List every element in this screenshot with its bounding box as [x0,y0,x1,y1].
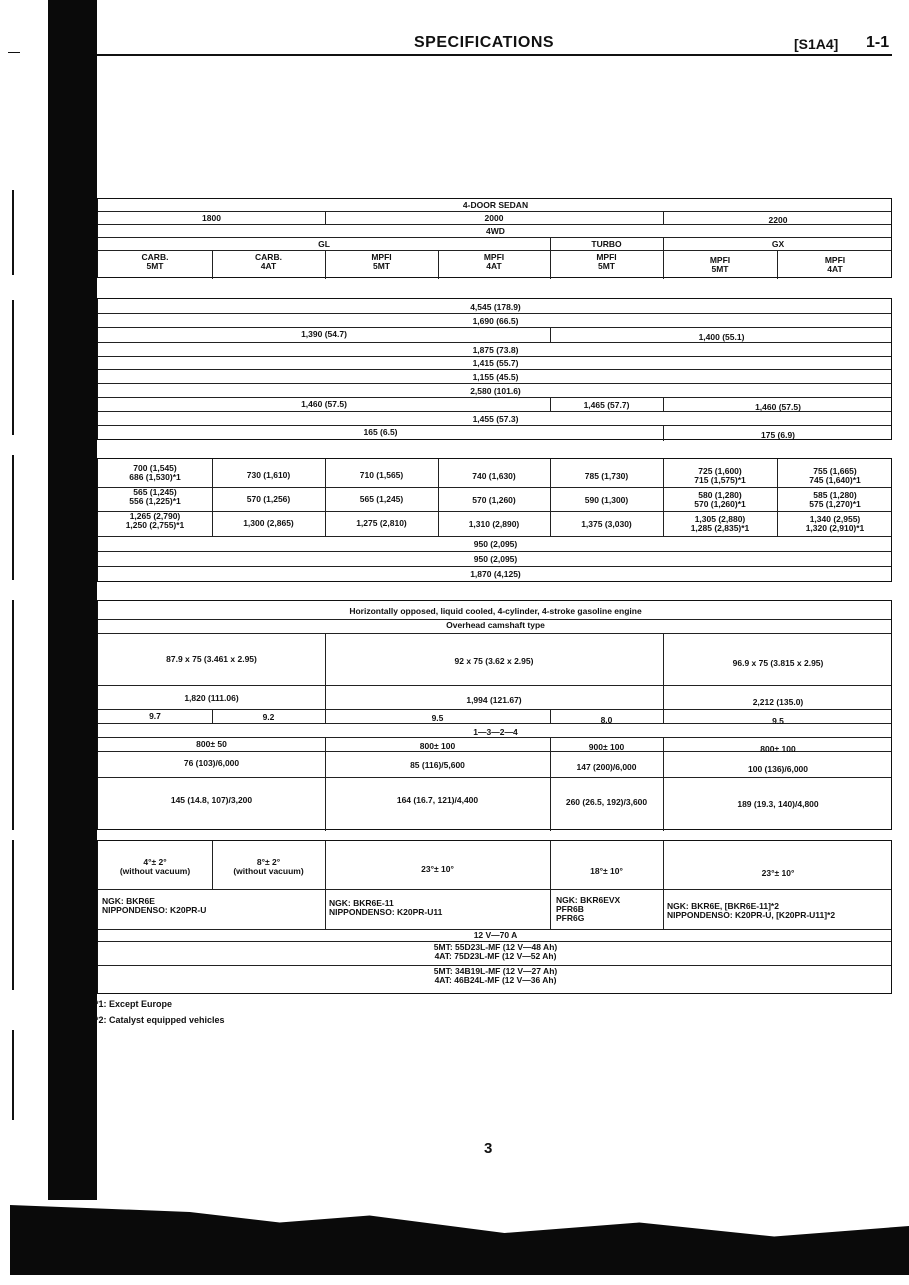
page-ref: 1-1 [866,34,890,51]
max-power: 85 (116)/5,600 [410,760,465,770]
weight-value: 710 (1,565) [359,470,404,480]
margin-mark [12,190,14,275]
weights-table [97,458,892,582]
weight-value: 585 (1,280) 575 (1,270)*1 [809,490,861,509]
weight-value: 950 (2,095) [473,539,518,549]
dimensions-table [97,298,892,440]
spark-plug: NGK: BKR6E NIPPONDENSO: K20PR-U [102,896,207,915]
weight-value: 1,340 (2,955) 1,320 (2,910)*1 [805,514,865,533]
footnote: *2: Catalyst equipped vehicles [95,1015,225,1025]
variant: MPFI 5MT [709,255,731,274]
bore-stroke: 92 x 75 (3.62 x 2.95) [454,656,534,666]
trim-gx: GX [771,239,785,249]
weight-value: 565 (1,245) [359,494,404,504]
alternator: 12 V—70 A [473,930,518,940]
dim-value: 1,460 (57.5) [755,402,801,412]
weight-value: 1,305 (2,880) 1,285 (2,835)*1 [690,513,750,533]
dim-value: 1,415 (55.7) [472,358,519,368]
engine-type: Horizontally opposed, liquid cooled, 4-cylinder, 4-stroke gasoline engine [349,606,642,616]
dim-value: 1,155 (45.5) [472,372,519,382]
variant: CARB. 5MT [141,252,169,271]
disp-2000: 2000 [484,213,504,223]
footnote: *1: Except Europe [95,999,173,1009]
displacement: 1,994 (121.67) [466,695,522,705]
ignition-timing: 4°± 2° (without vacuum) [119,857,191,876]
max-power: 76 (103)/6,000 [183,758,240,768]
weight-value: 740 (1,630) [472,470,516,481]
page-number: 3 [484,1140,493,1157]
spark-plug: NGK: BKR6E, [BKR6E-11]*2 NIPPONDENSO: K20PR-U, [K20PR-U11]*2 [667,901,836,920]
battery: 5MT: 55D23L-MF (12 V—48 Ah) 4AT: 75D23L-MF (12 V—52 Ah) [433,942,558,961]
variant: MPFI 4AT [483,252,505,271]
dim-value: 1,875 (73.8) [472,345,519,355]
compression: 9.5 [431,713,444,723]
margin-mark [12,600,14,830]
max-torque: 164 (16.7, 121)/4,400 [396,795,479,805]
variant: MPFI 5MT [596,252,617,271]
idle-speed: 900± 100 [588,742,625,752]
max-power: 100 (136)/6,000 [747,764,809,774]
spark-plug: NGK: BKR6E-11 NIPPONDENSO: K20PR-U11 [329,898,443,917]
max-torque: 145 (14.8, 107)/3,200 [170,795,253,805]
dim-value: 1,690 (66.5) [472,316,519,326]
dim-value: 1,400 (55.1) [698,332,745,342]
dim-value: 4,545 (178.9) [470,302,521,312]
idle-speed: 800± 100 [419,741,456,751]
firing-order: 1—3—2—4 [473,727,518,737]
weight-value: 950 (2,095) [473,554,518,564]
weight-value: 590 (1,300) [584,495,629,505]
trim-turbo: TURBO [591,239,622,249]
scan-bottom-edge [10,1205,909,1275]
weight-value: 1,275 (2,810) [356,518,407,528]
electrical-table [97,840,892,994]
weight-value: 755 (1,665) 745 (1,640)*1 [809,466,861,485]
margin-mark [12,840,14,990]
battery: 5MT: 34B19L-MF (12 V—27 Ah) 4AT: 46B24L-MF (12 V—36 Ah) [433,966,558,985]
dim-value: 175 (6.9) [760,430,796,440]
dim-value: 1,455 (57.3) [472,414,519,424]
weight-value: 570 (1,260) [472,494,516,505]
section-code: [S1A4] [794,36,839,52]
variant: MPFI 5MT [371,252,392,271]
engine-table [97,600,892,830]
margin-mark [12,455,14,580]
variant: CARB. 4AT [255,252,282,271]
disp-2200: 2200 [768,215,788,225]
margin-mark [8,52,20,53]
weight-value: 1,375 (3,030) [581,519,632,529]
margin-mark [12,300,14,435]
ignition-timing: 8°± 2° (without vacuum) [233,857,304,876]
drive: 4WD [486,226,505,236]
page-title: SPECIFICATIONS [414,34,555,51]
max-torque: 260 (26.5, 192)/3,600 [565,797,648,807]
max-torque: 189 (19.3, 140)/4,800 [737,799,819,809]
trim-gl: GL [318,239,330,249]
margin-mark [12,1030,14,1120]
compression: 9.7 [149,711,161,721]
compression: 9.2 [262,712,275,722]
dim-value: 2,580 (101.6) [470,386,521,396]
bore-stroke: 87.9 x 75 (3.461 x 2.95) [166,654,257,664]
idle-speed: 800± 100 [760,744,796,754]
config-table [97,198,892,278]
ignition-timing: 23°± 10° [761,868,795,878]
ignition-timing: 18°± 10° [590,866,623,876]
valve-type: Overhead camshaft type [446,620,545,630]
compression: 8.0 [600,715,613,725]
max-power: 147 (200)/6,000 [576,762,637,772]
spark-plug: NGK: BKR6EVX PFR6B PFR6G [556,895,621,923]
weight-value: 700 (1,545) 686 (1,530)*1 [129,463,181,482]
weight-value: 565 (1,245) 556 (1,225)*1 [129,487,181,506]
weight-value: 1,300 (2,865) [243,517,294,528]
dim-value: 165 (6.5) [363,427,398,437]
displacement: 1,820 (111.06) [184,693,239,703]
variant: MPFI 4AT [824,255,846,274]
compression: 9.5 [772,716,784,726]
dim-value: 1,390 (54.7) [301,329,347,339]
weight-value: 1,870 (4,125) [470,569,521,579]
ignition-timing: 23°± 10° [421,864,454,874]
dim-value: 1,460 (57.5) [301,399,347,409]
disp-1800: 1800 [202,213,221,223]
idle-speed: 800± 50 [196,739,227,749]
weight-value: 1,310 (2,890) [468,518,520,529]
dim-value: 1,465 (57.7) [583,400,630,410]
weight-value: 1,265 (2,790) 1,250 (2,755)*1 [125,511,185,530]
header-rule [97,54,892,56]
scan-binding-edge [55,0,97,1200]
weight-value: 580 (1,280) 570 (1,260)*1 [694,489,746,509]
displacement: 2,212 (135.0) [752,697,804,707]
body-style: 4-DOOR SEDAN [462,200,529,210]
weight-value: 785 (1,730) [584,471,629,481]
weight-value: 570 (1,256) [246,493,291,504]
weight-value: 725 (1,600) 715 (1,575)*1 [694,465,746,485]
bore-stroke: 96.9 x 75 (3.815 x 2.95) [732,658,824,668]
weight-value: 730 (1,610) [246,469,291,480]
